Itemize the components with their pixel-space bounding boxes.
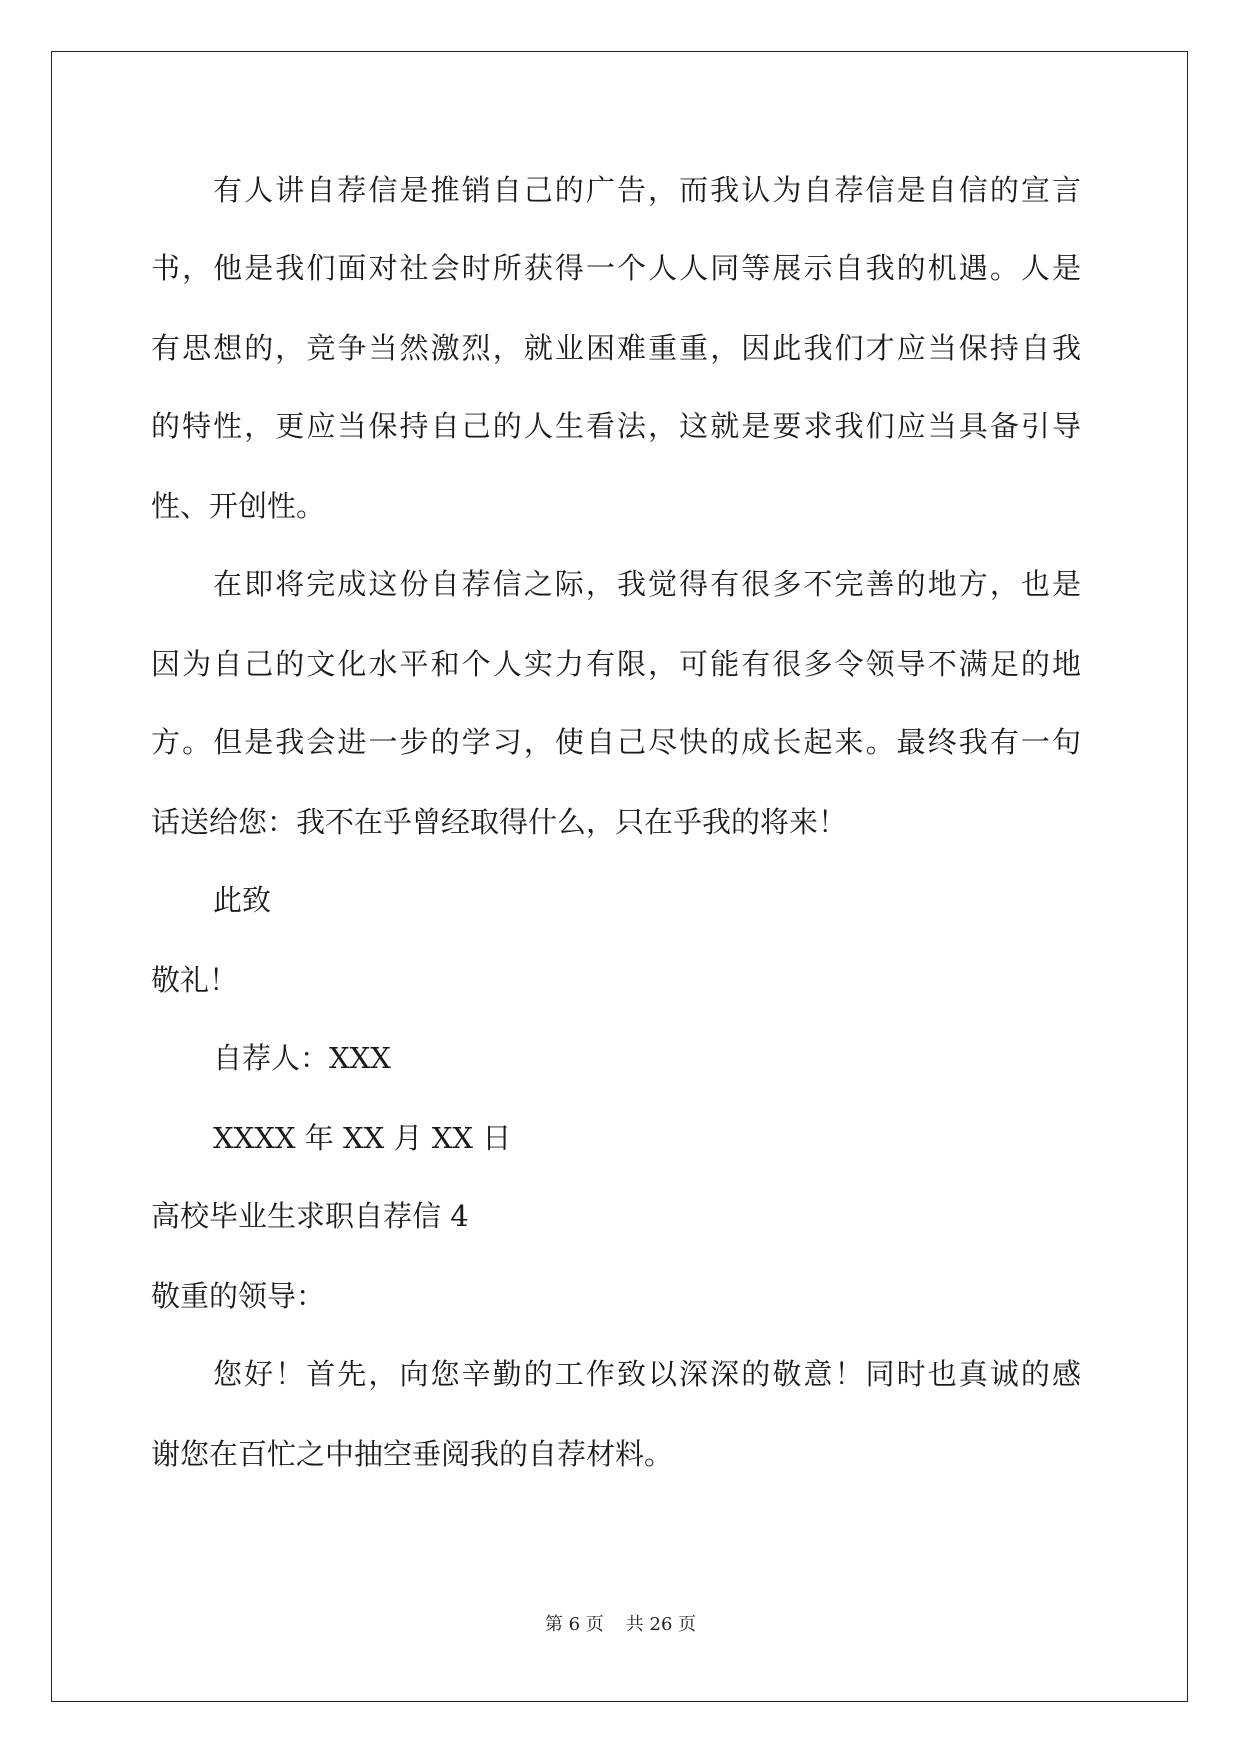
page-total: 共 26 页: [625, 1614, 697, 1635]
paragraph-line: 的特性，更应当保持自己的人生看法，这就是要求我们应当具备引导: [151, 409, 1081, 443]
page-footer: [0, 1613, 1241, 1637]
closing-salutation: 此致: [213, 883, 272, 917]
paragraph-line: 谢您在百忙之中抽空垂阅我的自荐材料。: [151, 1437, 674, 1471]
page-number: 第 6 页: [544, 1614, 604, 1635]
paragraph-line: 方。但是我会进一步的学习，使自己尽快的成长起来。最终我有一句: [151, 725, 1081, 759]
signature-line: 自荐人：XXX: [213, 1041, 391, 1075]
paragraph-line: 在即将完成这份自荐信之际，我觉得有很多不完善的地方，也是: [213, 567, 1081, 601]
greeting-line: 敬重的领导：: [151, 1279, 326, 1313]
paragraph-line: 有思想的，竞争当然激烈，就业困难重重，因此我们才应当保持自我: [151, 331, 1081, 365]
section-title: 高校毕业生求职自荐信 4: [151, 1199, 469, 1233]
paragraph-line: 因为自己的文化水平和个人实力有限，可能有很多令领导不满足的地: [151, 647, 1081, 681]
closing-regards: 敬礼！: [151, 963, 239, 997]
paragraph-line: 书，他是我们面对社会时所获得一个人人同等展示自我的机遇。人是: [151, 251, 1081, 285]
paragraph-line: 性、开创性。: [151, 489, 326, 523]
paragraph-line: 话送给您：我不在乎曾经取得什么，只在乎我的将来！: [151, 805, 848, 839]
paragraph-line: 有人讲自荐信是推销自己的广告，而我认为自荐信是自信的宣言: [213, 173, 1081, 207]
date-line: XXXX 年 XX 月 XX 日: [213, 1121, 512, 1155]
paragraph-line: 您好！首先，向您辛勤的工作致以深深的敬意！同时也真诚的感: [213, 1357, 1081, 1391]
